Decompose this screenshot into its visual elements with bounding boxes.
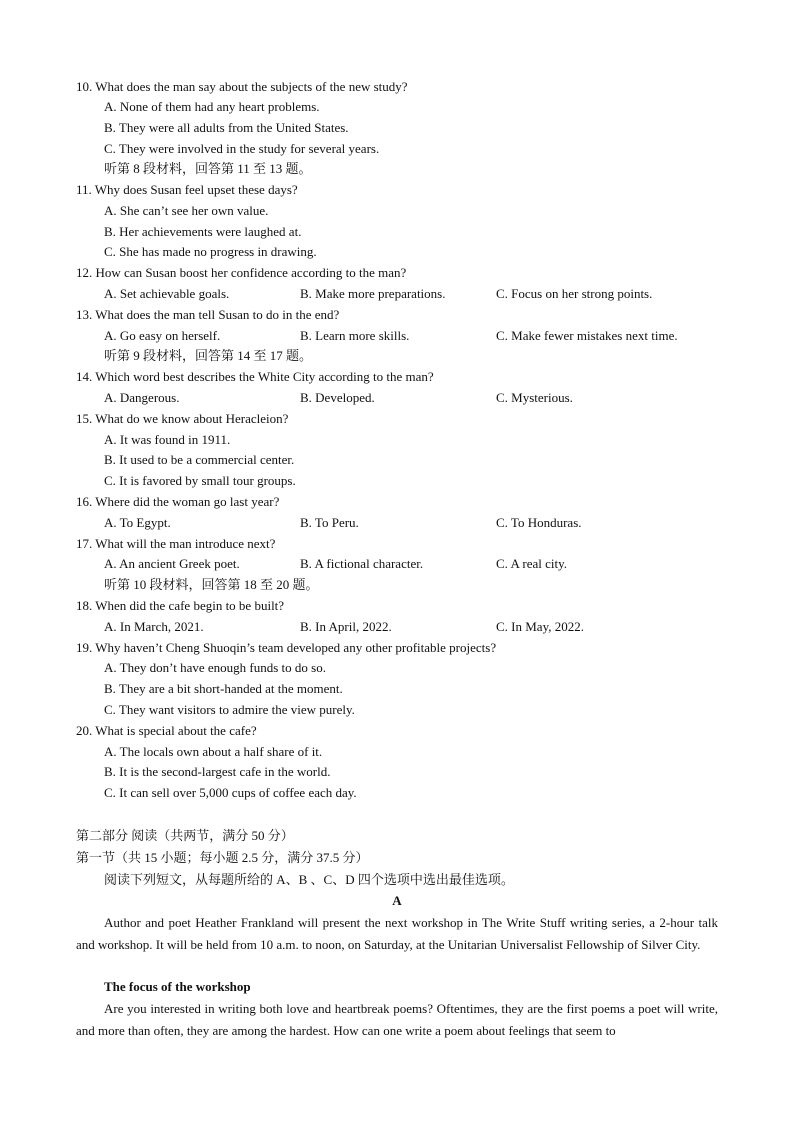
question-15: 15. What do we know about Heracleion? [76, 411, 289, 426]
passage-label: A [392, 893, 402, 908]
question-11: 11. Why does Susan feel upset these days? [76, 182, 298, 197]
question-10: 10. What does the man say about the subjects of the new study? [76, 79, 408, 94]
q18-option-b: B. In April, 2022. [300, 619, 392, 634]
q12-option-b: B. Make more preparations. [300, 286, 446, 301]
q18-option-a: A. In March, 2021. [104, 619, 204, 634]
q14-option-a: A. Dangerous. [104, 390, 180, 405]
question-14: 14. Which word best describes the White City according to the man? [76, 369, 434, 384]
q17-option-c: C. A real city. [496, 556, 568, 571]
q13-option-b: B. Learn more skills. [300, 328, 410, 343]
q20-option-b: B. It is the second-largest cafe in the world. [104, 764, 331, 779]
q20-option-c: C. It can sell over 5,000 cups of coffee each day. [104, 785, 357, 800]
q18-option-c: C. In May, 2022. [496, 619, 584, 634]
q16-option-a: A. To Egypt. [104, 515, 171, 530]
question-13: 13. What does the man tell Susan to do in the end? [76, 307, 340, 322]
q10-option-c: C. They were involved in the study for several years. [104, 141, 380, 156]
q14-option-b: B. Developed. [300, 390, 375, 405]
part-two-title: 第二部分 阅读（共两节，满分 50 分） [76, 828, 294, 843]
q13-option-c: C. Make fewer mistakes next time. [496, 328, 678, 343]
question-12: 12. How can Susan boost her confidence according to the man? [76, 265, 407, 280]
q17-option-a: A. An ancient Greek poet. [104, 556, 240, 571]
question-20: 20. What is special about the cafe? [76, 723, 257, 738]
q16-option-c: C. To Honduras. [496, 515, 582, 530]
q10-option-a: A. None of them had any heart problems. [104, 99, 320, 114]
q12-option-c: C. Focus on her strong points. [496, 286, 653, 301]
q15-option-c: C. It is favored by small tour groups. [104, 473, 296, 488]
q13-option-a: A. Go easy on herself. [104, 328, 221, 343]
question-16: 16. Where did the woman go last year? [76, 494, 280, 509]
section-heading: The focus of the workshop [104, 979, 251, 994]
q20-option-a: A. The locals own about a half share of it. [104, 744, 323, 759]
reading-instruction: 阅读下列短文，从每题所给的 A、B 、C、D 四个选项中选出最佳选项。 [104, 872, 514, 887]
instruction-section-10: 听第 10 段材料，回答第 18 至 20 题。 [104, 577, 319, 592]
question-18: 18. When did the cafe begin to be built? [76, 598, 285, 613]
question-19: 19. Why haven’t Cheng Shuoqin’s team developed any other profitable projects? [76, 640, 497, 655]
section-one-title: 第一节（共 15 小题；每小题 2.5 分，满分 37.5 分） [76, 850, 369, 865]
passage-paragraph-1: Author and poet Heather Frankland will present the next workshop in The Write Stuff writing series, a 2-hour talk and workshop. It will be held from 10 a.m. to noon, on Saturday, at the Unitarian Universalist Fellowship of Silver City. [76, 915, 718, 952]
q15-option-b: B. It used to be a commercial center. [104, 452, 295, 467]
instruction-section-8: 听第 8 段材料，回答第 11 至 13 题。 [104, 161, 312, 176]
q11-option-a: A. She can’t see her own value. [104, 203, 269, 218]
instruction-section-9: 听第 9 段材料，回答第 14 至 17 题。 [104, 348, 313, 363]
q19-option-a: A. They don’t have enough funds to do so. [104, 660, 326, 675]
q10-option-b: B. They were all adults from the United States. [104, 120, 349, 135]
q14-option-c: C. Mysterious. [496, 390, 573, 405]
q11-option-c: C. She has made no progress in drawing. [104, 244, 317, 259]
question-17: 17. What will the man introduce next? [76, 536, 276, 551]
q19-option-c: C. They want visitors to admire the view purely. [104, 702, 355, 717]
q12-option-a: A. Set achievable goals. [104, 286, 230, 301]
q19-option-b: B. They are a bit short-handed at the moment. [104, 681, 343, 696]
q15-option-a: A. It was found in 1911. [104, 432, 231, 447]
q11-option-b: B. Her achievements were laughed at. [104, 224, 302, 239]
q17-option-b: B. A fictional character. [300, 556, 424, 571]
passage-paragraph-2: Are you interested in writing both love and heartbreak poems? Oftentimes, they are the first poems a poet will write, and more than often, they are among the hardest. How can one write a poem about feelings that seem to [76, 1001, 718, 1038]
q16-option-b: B. To Peru. [300, 515, 359, 530]
